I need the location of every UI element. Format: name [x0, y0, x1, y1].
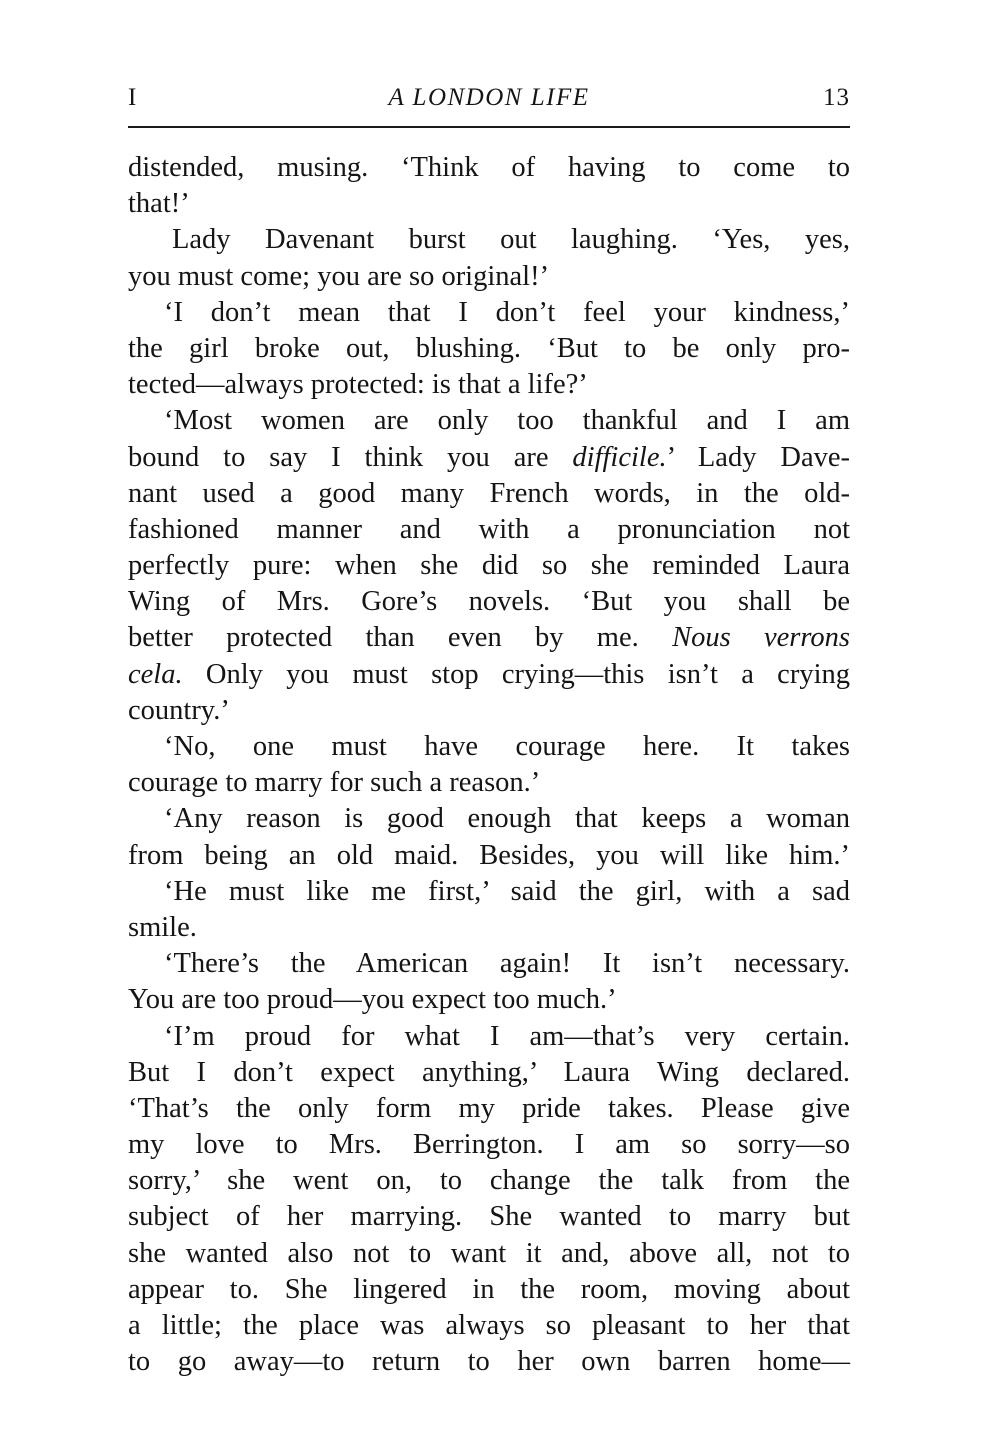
text-line: nant used a good many French words, in the old- — [128, 477, 850, 509]
text-line: You are too proud—you expect too much.’ — [128, 984, 617, 1016]
text-line: ‘That’s the only form my pride takes. Please give — [128, 1092, 850, 1124]
text-line: subject of her marrying. She wanted to marry but — [128, 1201, 850, 1233]
page-number: 13 — [823, 84, 850, 111]
text-line: Wing of Mrs. Gore’s novels. ‘But you shall be — [128, 586, 850, 618]
running-title: A LONDON LIFE — [388, 84, 590, 111]
text-line: she wanted also not to want it and, above all, not to — [128, 1237, 850, 1269]
text-line: But I don’t expect anything,’ Laura Wing declared. — [128, 1056, 850, 1088]
text-line: you must come; you are so original!’ — [128, 260, 550, 292]
text-line: appear to. She lingered in the room, moving about — [128, 1273, 850, 1305]
body-text — [128, 150, 850, 1380]
text-line: Lady Davenant burst out laughing. ‘Yes, yes, — [172, 224, 850, 256]
text-line: bound to say I think you are difficile.’ Lady Dave- — [128, 441, 850, 473]
text-line: the girl broke out, blushing. ‘But to be only pro- — [128, 332, 850, 364]
text-line: sorry,’ she went on, to change the talk from the — [128, 1165, 850, 1197]
text-line: smile. — [128, 911, 197, 943]
text-line: country.’ — [128, 694, 230, 726]
text-line: distended, musing. ‘Think of having to come to — [128, 152, 850, 183]
text-line: perfectly pure: when she did so she reminded Laura — [128, 550, 850, 582]
chapter-number: I — [128, 84, 138, 111]
text-line: ‘I’m proud for what I am—that’s very certain. — [164, 1020, 850, 1052]
text-line: ‘No, one must have courage here. It takes — [164, 731, 850, 762]
header-rule — [128, 126, 850, 128]
text-line: a little; the place was always so pleasant to her that — [128, 1310, 850, 1341]
text-line: ‘Most women are only too thankful and I am — [164, 405, 850, 437]
text-line: ‘Any reason is good enough that keeps a woman — [164, 803, 850, 835]
text-line: that!’ — [128, 188, 190, 220]
text-line: ‘He must like me first,’ said the girl, with a sad — [164, 875, 850, 907]
text-line: tected—always protected: is that a life?’ — [128, 369, 588, 401]
text-line: fashioned manner and with a pronunciation not — [128, 513, 850, 545]
text-line: cela. Only you must stop crying—this isn’t a crying — [128, 658, 850, 690]
text-line: my love to Mrs. Berrington. I am so sorry—so — [128, 1129, 850, 1161]
text-line: better protected than even by me. Nous verrons — [128, 622, 850, 654]
running-head — [128, 82, 850, 114]
text-line: from being an old maid. Besides, you will like him.’ — [128, 839, 850, 871]
text-line: courage to marry for such a reason.’ — [128, 767, 541, 799]
text-line: ‘There’s the American again! It isn’t necessary. — [164, 948, 850, 980]
text-line: ‘I don’t mean that I don’t feel your kindness,’ — [164, 296, 850, 328]
text-line: to go away—to return to her own barren home— — [128, 1346, 850, 1378]
